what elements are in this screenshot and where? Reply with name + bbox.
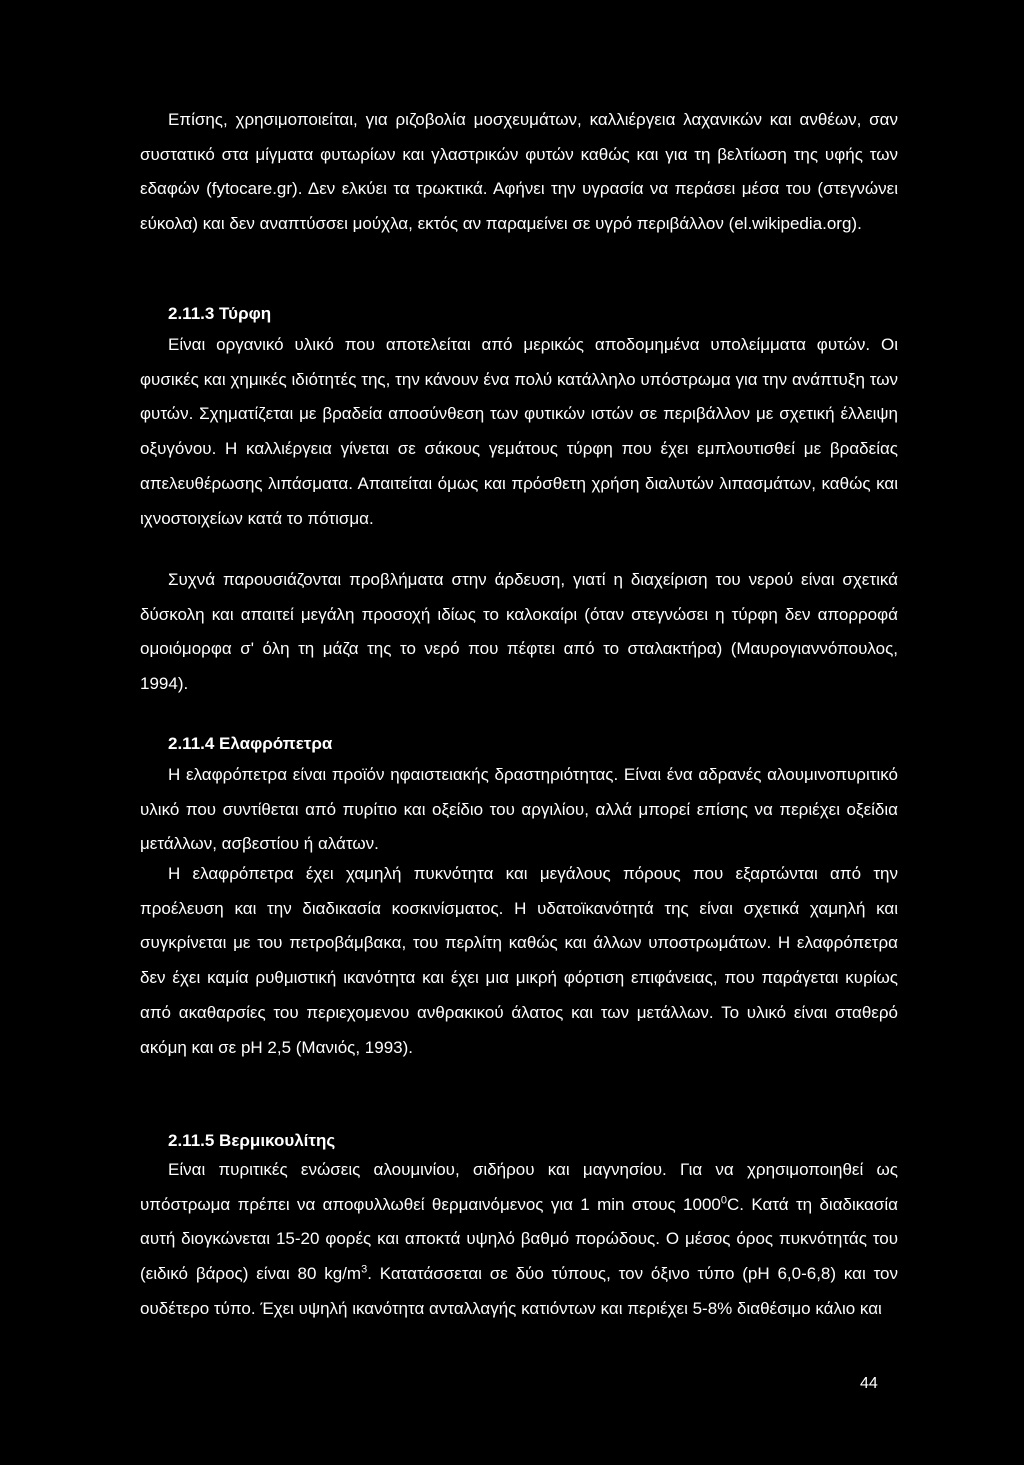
vermiculite-text-part-1: Είναι πυριτικές ενώσεις αλουμινίου, σιδήρου και μαγνησίου. Για να χρησιμοποιηθεί ως υπόστρωμα πρέπει να αποφυλλωθεί θερμαινόμενος για 1 min στους 1000 xyxy=(140,1160,898,1214)
pumice-paragraph-2: Η ελαφρόπετρα έχει χαμηλή πυκνότητα και μεγάλους πόρους που εξαρτώνται από την προέλευση και την διαδικασία κοσκινίσματος. Η υδατοϊκανότητά της είναι σχετικά χαμηλή και συγκρίνεται με του πετροβάμβακα, του περλίτη καθώς και άλλων υποστρωμάτων. Η ελαφρόπετρα δεν έχει καμία ρυθμιστική ικανότητα και έχει μια μικρή φόρτιση επιφάνειας, που παράγεται κυρίως από ακαθαρσίες του περιεχομενου ανθρακικού άλατος και των μετάλλων. Το υλικό είναι σταθερό ακόμη και σε pH 2,5 (Μανιός, 1993). xyxy=(140,864,898,1057)
vermiculite-text-part-3: . Κατατάσσεται σε δύο τύπους, τον όξινο τύπο (pH 6,0-6,8) και τον ουδέτερο τύπο. Έχει υψηλή ικανότητα ανταλλαγής κατιόντων και περιέχει 5-8% διαθέσιμο κάλιο και xyxy=(140,1264,898,1318)
peat-paragraph-2: Συχνά παρουσιάζονται προβλήματα στην άρδευση, γιατί η διαχείριση του νερού είναι σχετικά δύσκολη και απαιτεί μεγάλη προσοχή ιδίως το καλοκαίρι (όταν στεγνώσει η τύρφη δεν απορροφά ομοιόμορφα σ' όλη τη μάζα της το νερό που πέφτει από το σταλακτήρα) (Μαυρογιαννόπουλος, 1994). xyxy=(140,570,898,694)
section-heading-peat: 2.11.3 Τύρφη xyxy=(168,304,272,323)
degree-superscript: 0 xyxy=(720,1194,727,1207)
peat-paragraph-1: Είναι οργανικό υλικό που αποτελείται από μερικώς αποδομημένα υπολείμματα φυτών. Οι φυσικές και χημικές ιδιότητές της, την κάνουν ένα πολύ κατάλληλο υπόστρωμα για την ανάπτυξη των φυτών. Σχηματίζεται με βραδεία αποσύνθεση των φυτικών ιστών σε περιβάλλον με σχετική έλλειψη οξυγόνου. Η καλλιέργεια γίνεται σε σάκους γεμάτους τύρφη που έχει εμπλουτισθεί με βραδείας απελευθέρωσης λιπάσματα. Απαιτείται όμως και πρόσθετη χρήση διαλυτών λιπασμάτων, καθώς και ιχνοστοιχείων κατά το πότισμα. xyxy=(140,335,898,528)
pumice-paragraph-1: Η ελαφρόπετρα είναι προϊόν ηφαιστειακής δραστηριότητας. Είναι ένα αδρανές αλουμινοπυριτικό υλικό που συντίθεται από πυρίτιο και οξείδιο του αργιλίου, αλλά μπορεί επίσης να περιέχει οξείδια μετάλλων, ασβεστίου ή αλάτων. xyxy=(140,765,898,854)
vermiculite-paragraph xyxy=(140,1153,898,1327)
cubic-superscript: 3 xyxy=(361,1263,368,1276)
vermiculite-text-part-2: C. Κατά τη διαδικασία αυτή διογκώνεται 15-20 φορές και αποκτά υψηλό βαθμό πορώδους. Ο μέσος όρος πυκνότητάς του (ειδικό βάρος) είναι 80 kg/m xyxy=(140,1194,898,1284)
intro-paragraph: Επίσης, χρησιμοποιείται, για ριζοβολία μοσχευμάτων, καλλιέργεια λαχανικών και ανθέων, σαν συστατικό στα μίγματα φυτωρίων και γλαστρικών φυτών καθώς και για τη βελτίωση της υφής των εδαφών (fytocare.gr). Δεν ελκύει τα τρωκτικά. Αφήνει την υγρασία να περάσει μέσα του (στεγνώνει εύκολα) και δεν αναπτύσσει μούχλα, εκτός αν παραμείνει σε υγρό περιβάλλον (el.wikipedia.org). xyxy=(140,110,898,234)
page-number: 44 xyxy=(860,1375,878,1392)
section-heading-pumice: 2.11.4 Ελαφρόπετρα xyxy=(168,734,333,753)
section-heading-vermiculite: 2.11.5 Βερμικουλίτης xyxy=(168,1131,336,1150)
